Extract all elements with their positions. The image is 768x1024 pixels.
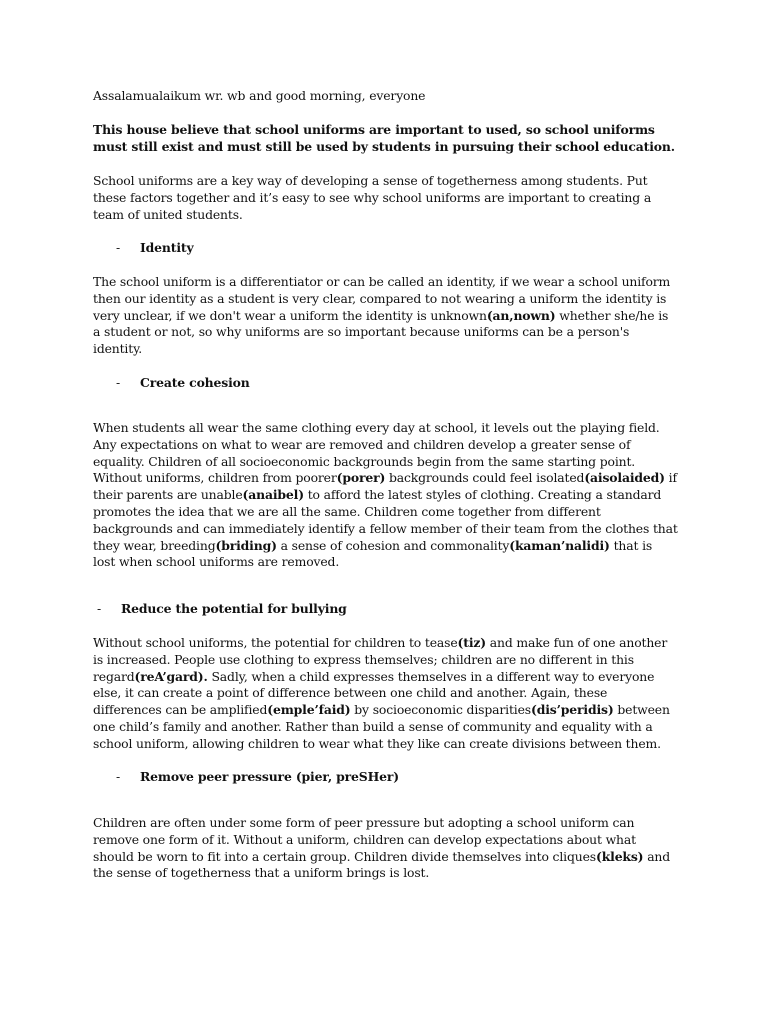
section-heading-label: Identity	[140, 240, 194, 255]
body-text: between one child’s family and another. Rather than build a sense of community and equality with a school uniform, allowing children to wear what they like can create divisions between them.	[93, 702, 670, 751]
body-text: whether she/he is a student or not, so why uniforms are so important because uniforms can be a person's identity.	[93, 307, 669, 357]
intro-paragraph: School uniforms are a key way of developing a sense of togetherness among students. Put these factors together and it’s easy to see why school uniforms are important to creating a team of united students.	[93, 173, 652, 222]
section-heading-label: Create cohesion	[140, 375, 250, 390]
body-text: and make fun of one another is increased. People use clothing to express themselves; children are no different in this regard	[93, 635, 668, 684]
body-text: to afford the latest styles of clothing. Creating a standard promotes the idea that we are all the same. Children come together from different backgrounds and can immediately identify a fellow member of their team from the clothes that they wear, breeding	[93, 487, 678, 553]
section-body-remove-peer-pressure	[93, 815, 678, 882]
section-heading-reduce-bullying	[97, 601, 347, 618]
bullet-dash: -	[116, 375, 121, 390]
body-text: a sense of cohesion and commonality	[276, 537, 510, 553]
bullet-dash: -	[116, 240, 121, 255]
pronunciation-note: (reA’gard).	[134, 668, 208, 684]
body-text: Sadly, when a child expresses themselves in a different way to everyone else, it can create a point of difference between one child and another. Again, these differences can be amplified	[93, 668, 655, 718]
body-text: that is lost when school uniforms are removed.	[93, 537, 653, 570]
section-body-reduce-bullying	[93, 635, 678, 753]
section-heading-label: Reduce the potential for bullying	[121, 601, 347, 616]
body-text: backgrounds could feel isolated	[385, 470, 585, 486]
body-text: and the sense of togetherness that a uniform brings is lost.	[93, 848, 671, 881]
pronunciation-note: (dis’peridis)	[530, 702, 614, 718]
section-heading-label: Remove peer pressure (pier, preSHer)	[140, 769, 399, 784]
body-text: Without school uniforms, the potential for children to tease	[93, 635, 458, 650]
bullet-dash: -	[97, 601, 102, 616]
pronunciation-note: (kaman’nalidi)	[509, 537, 610, 553]
section-heading-remove-peer-pressure	[116, 769, 399, 786]
pronunciation-note: (briding)	[215, 537, 277, 553]
body-text: Children are often under some form of peer pressure but adopting a school uniform can remove one form of it. Without a uniform, children can develop expectations about what should be worn to fit into a certain group. Children divide themselves into cliques	[93, 815, 636, 864]
motion-statement: This house believe that school uniforms are important to used, so school uniforms must still exist and must still be used by students in pursuing their school education.	[93, 122, 675, 154]
pronunciation-note: (porer)	[336, 470, 386, 486]
section-body-identity	[93, 274, 678, 358]
pronunciation-note: (an,nown)	[486, 307, 556, 323]
body-text: The school uniform is a differentiator or can be called an identity, if we wear a school uniform then our identity as a student is very clear, compared to not wearing a uniform the identity is very unclear, if we don't wear a uniform the identity is unknown	[93, 274, 671, 323]
bullet-dash: -	[116, 769, 121, 784]
body-text: if their parents are unable	[93, 470, 677, 503]
pronunciation-note: (aisolaided)	[584, 470, 665, 486]
section-body-create-cohesion	[93, 420, 678, 571]
body-text: by socioeconomic disparities	[350, 702, 531, 718]
section-heading-identity	[116, 240, 194, 257]
greeting-line: Assalamualaikum wr. wb and good morning, everyone	[93, 88, 426, 103]
pronunciation-note: (tiz)	[457, 635, 486, 650]
body-text: When students all wear the same clothing every day at school, it levels out the playing field. Any expectations on what to wear are removed and children develop a greater sense of equality. Children of all socioeconomic backgrounds begin from the same starting point. Without uniforms, children from poorer	[93, 420, 660, 486]
pronunciation-note: (kleks)	[595, 848, 644, 864]
pronunciation-note: (anaibel)	[242, 487, 304, 503]
section-heading-create-cohesion	[116, 375, 250, 392]
pronunciation-note: (emple’faid)	[267, 702, 351, 718]
